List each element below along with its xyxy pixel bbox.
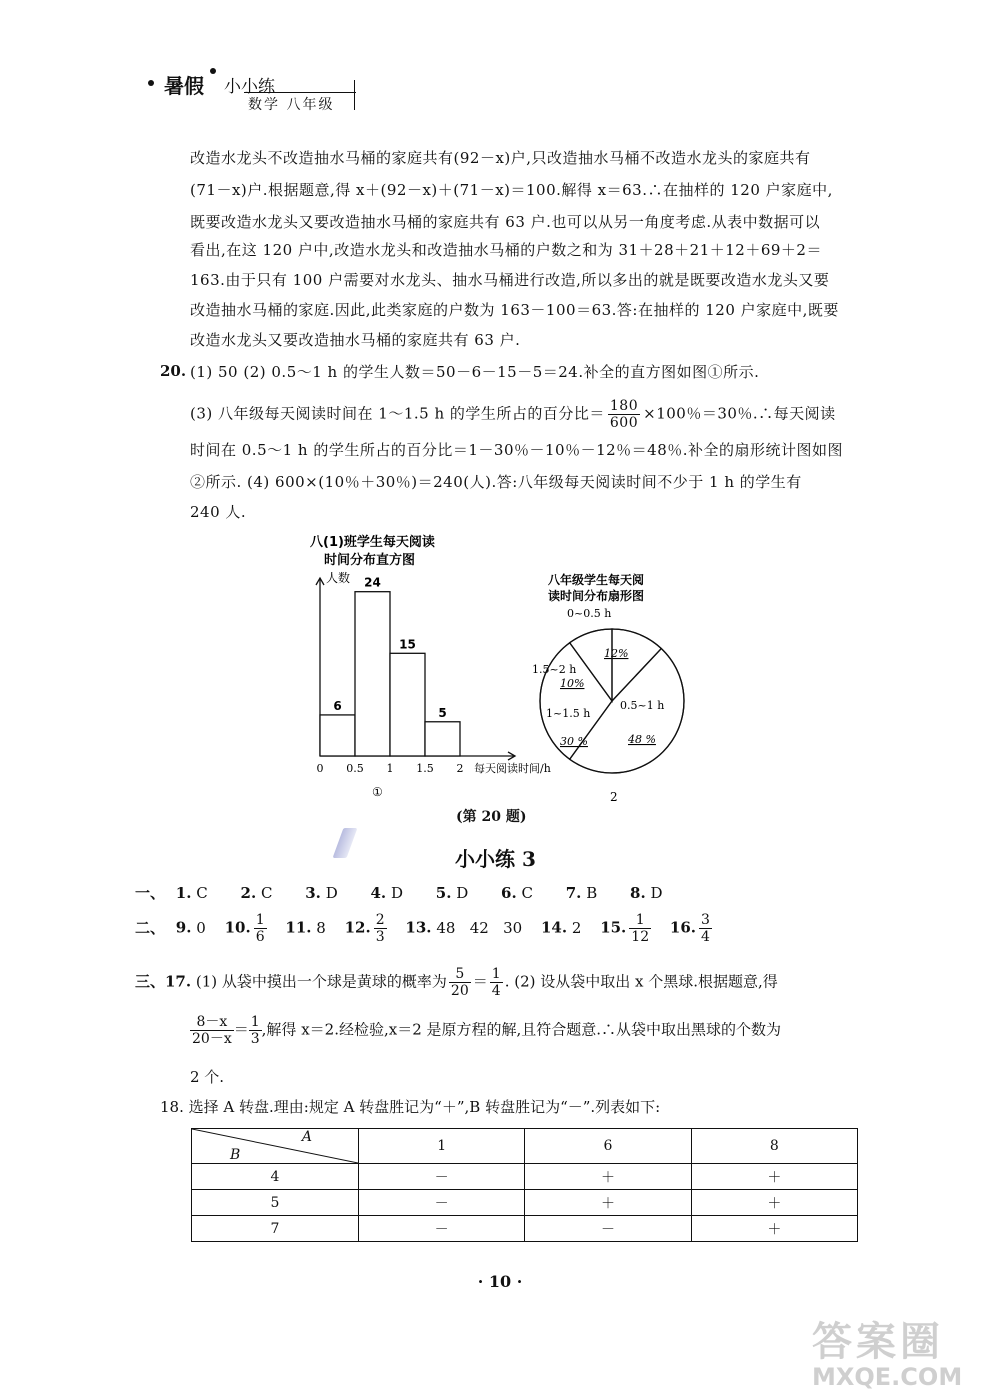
bar-value-label: 6 (333, 698, 342, 713)
fraction (254, 912, 267, 945)
table-header-row (192, 1129, 858, 1164)
q20-line: (1) 50 (2) 0.5～1 h 的学生人数＝50－6－15－5＝24.补全的直方图如图①所示. (190, 363, 760, 381)
table-row (192, 1216, 858, 1242)
histogram-bar (320, 715, 355, 756)
fraction-numerator: 5 (449, 966, 471, 983)
pie-slice-label: 1~1.5 h (546, 707, 591, 720)
bar-value-label: 24 (364, 575, 381, 590)
answer-item (630, 884, 676, 902)
corner-label-a: A (301, 1129, 312, 1145)
answer-value: D (650, 884, 663, 902)
answers-part2 (135, 912, 726, 945)
table-cell: ＋ (691, 1164, 857, 1190)
fraction-numerator: 1 (629, 912, 651, 929)
q20-line: 时间在 0.5～1 h 的学生所占的百分比＝1－30％－10％－12％＝48％.补全的扇形统计图如图 (190, 441, 844, 459)
fraction-denominator: 12 (631, 929, 650, 945)
answer-number: 12. (344, 918, 371, 937)
fraction-denominator: 600 (609, 415, 639, 431)
fraction (449, 966, 471, 999)
watermark (812, 1310, 962, 1391)
answer-number: 6. (501, 884, 517, 902)
watermark-url: MXQE.COM (812, 1363, 963, 1391)
q19-line: 改造水龙头又要改造抽水马桶的家庭共有 63 户. (190, 331, 521, 349)
x-tick-label: 2 (456, 762, 464, 775)
diagonal-line (192, 1129, 358, 1163)
histogram-title: 八(1)班学生每天阅读 (310, 535, 435, 550)
row-header: 4 (192, 1164, 359, 1190)
answer-item (241, 884, 287, 902)
fraction (608, 398, 640, 431)
table-cell: － (359, 1190, 525, 1216)
fraction-numerator: 1 (250, 1014, 260, 1030)
fraction (374, 912, 387, 945)
header-rule (244, 92, 356, 93)
q17-line2 (190, 1014, 781, 1047)
table-cell: ＋ (691, 1216, 857, 1242)
row-header: 5 (192, 1190, 359, 1216)
fraction-denominator: 6 (255, 929, 265, 945)
figure-caption: (第 20 题) (456, 809, 527, 825)
histogram (316, 570, 551, 799)
q17-line1 (135, 966, 778, 999)
pie-percent-label: 30 % (560, 735, 588, 748)
q20-text: (3) 八年级每天阅读时间在 1～1.5 h 的学生所占的百分比＝ (190, 404, 605, 423)
answer-number: 8. (630, 884, 646, 902)
answer-item (501, 884, 547, 902)
x-tick-label: 0.5 (346, 762, 364, 775)
answer-number: 14. (540, 918, 568, 937)
q20-line: ②所示. (4) 600×(10％＋30％)＝240(人).答:八年级每天阅读时间不少于 1 h 的学生有 (190, 473, 802, 491)
q19-line: 改造抽水马桶的家庭.因此,此类家庭的户数为 163－100＝63.答:在抽样的 120 户家庭中,既要 (190, 301, 839, 319)
answer-value: C (521, 884, 533, 902)
col-header: 1 (359, 1129, 525, 1164)
answer-item (436, 884, 482, 902)
bar-value-label: 5 (438, 705, 447, 720)
answer-value: D (390, 884, 403, 902)
table-cell: － (359, 1164, 525, 1190)
equals-sign: ＝ (233, 1020, 249, 1039)
x-axis-label: 每天阅读时间/h (474, 762, 551, 775)
fraction (490, 966, 503, 999)
x-tick-label: 1 (386, 762, 394, 775)
table-corner-cell (192, 1129, 359, 1164)
answer-item (176, 884, 222, 902)
answer-number: 1. (175, 884, 192, 902)
corner-label-b: B (230, 1147, 241, 1163)
answer-number: 11. (285, 918, 312, 937)
table-cell: － (359, 1216, 525, 1242)
q20-text: ×100％＝30％.∴每天阅读 (643, 404, 836, 423)
fraction-numerator: 2 (375, 912, 385, 928)
answer-value: D (456, 884, 469, 902)
table-cell: ＋ (691, 1190, 857, 1216)
pie-percent-label: 48 % (628, 733, 656, 746)
q20-figures (290, 530, 710, 820)
answer-value: C (196, 884, 208, 902)
fraction-denominator: 20－x (192, 1031, 232, 1047)
section-title: 小小练 3 (455, 847, 536, 871)
table-cell: ＋ (525, 1164, 691, 1190)
equals-sign: ＝ (472, 972, 488, 991)
figure-label: 2 (610, 790, 618, 804)
bar-value-label: 15 (399, 637, 416, 652)
histogram-title: 时间分布直方图 (324, 553, 416, 568)
fraction-numerator: 8－x (190, 1014, 234, 1031)
fraction-denominator: 20 (450, 983, 469, 999)
q19-line: 改造水龙头不改造抽水马桶的家庭共有(92－x)户,只改造抽水马桶不改造水龙头的家庭共有 (190, 149, 811, 167)
col-header: 6 (525, 1129, 691, 1164)
pie-slice-label: 0.5~1 h (620, 699, 665, 712)
question-number: 三、17. (135, 972, 192, 991)
fraction (190, 1014, 234, 1047)
q17-line3: 2 个. (190, 1068, 225, 1086)
fraction-numerator: 1 (255, 912, 265, 928)
answer-number: 4. (370, 884, 387, 902)
fraction-denominator: 3 (375, 929, 385, 945)
answers-part1 (135, 882, 691, 903)
fraction-denominator: 3 (250, 1031, 260, 1047)
histogram-bar (355, 592, 390, 756)
answer-item (305, 884, 351, 902)
pie-chart (532, 607, 684, 804)
fraction (699, 912, 712, 945)
question-number: 20. (160, 362, 187, 380)
x-tick-label: 0 (316, 762, 324, 775)
pie-title: 八年级学生每天阅 (548, 573, 645, 587)
pie-percent-label: 12% (604, 647, 629, 660)
pie-slice-label: 1.5~2 h (532, 663, 577, 676)
page-number: · 10 · (477, 1272, 523, 1291)
q17-text: (1) 从袋中摸出一个球是黄球的概率为 (195, 972, 447, 991)
q17-text: ,解得 x＝2.经检验,x＝2 是原方程的解,且符合题意.∴从袋中取出黑球的个数为 (261, 1020, 782, 1039)
table-row (192, 1190, 858, 1216)
answer-number: 15. (600, 918, 627, 937)
fraction-denominator: 4 (491, 983, 501, 999)
answer-item (566, 884, 611, 902)
answer-number: 9. (175, 918, 192, 937)
series-title: 暑假 (164, 74, 204, 98)
q19-line: 163.由于只有 100 户需要对水龙头、抽水马桶进行改造,所以多出的就是既要改造水龙头又要 (190, 271, 830, 289)
answer-number: 2. (240, 884, 257, 902)
answer-value: D (325, 884, 338, 902)
answer-value: 2 (571, 918, 582, 937)
fraction (629, 912, 651, 945)
header-dot-icon (210, 68, 216, 74)
answer-value: 0 (196, 918, 206, 937)
row-header: 7 (192, 1216, 359, 1242)
q18-text: 18. 选择 A 转盘.理由:规定 A 转盘胜记为“＋”,B 转盘胜记为“－”.列表如下: (160, 1098, 661, 1116)
pencil-mark (333, 828, 358, 858)
pie-slice-label: 0~0.5 h (567, 607, 612, 620)
q19-line: 看出,在这 120 户中,改造水龙头和改造抽水马桶的户数之和为 31＋28＋21＋12＋69＋2＝ (190, 241, 822, 259)
answer-number: 3. (305, 884, 321, 902)
q20-line: 240 人. (190, 503, 247, 521)
answer-value: C (260, 884, 273, 902)
fraction-numerator: 3 (701, 912, 710, 928)
q17-text: . (2) 设从袋中取出 x 个黑球.根据题意,得 (504, 972, 778, 991)
answer-number: 13. (405, 918, 432, 937)
fraction (249, 1014, 262, 1047)
part-label: 二、 (135, 918, 166, 937)
pie-title: 读时间分布扇形图 (548, 589, 645, 603)
part-label: 一、 (135, 884, 166, 902)
answer-value: 8 (316, 918, 326, 937)
header-bullet-icon (148, 80, 154, 86)
answer-number: 7. (565, 884, 582, 902)
fraction-numerator: 1 (491, 966, 501, 982)
table-cell: ＋ (525, 1190, 691, 1216)
answer-number: 10. (224, 918, 251, 937)
result-table (191, 1128, 858, 1242)
histogram-bar (425, 722, 460, 756)
subject-grade: 数学 八年级 (248, 97, 335, 113)
answer-value: B (586, 884, 598, 902)
answer-value: 48 42 30 (436, 918, 523, 937)
series-subtitle: 小小练 (224, 77, 275, 97)
q19-line: (71－x)户.根据题意,得 x＋(92－x)＋(71－x)＝100.解得 x＝63.∴在抽样的 120 户家庭中, (190, 181, 833, 199)
col-header: 8 (691, 1129, 857, 1164)
watermark-logo-text: 答案圈 (812, 1319, 944, 1365)
header-rule-end (354, 80, 355, 110)
q20-line (190, 398, 836, 431)
answer-number: 16. (669, 918, 697, 937)
pie-percent-label: 10% (560, 677, 585, 690)
q19-line: 既要改造水龙头又要改造抽水马桶的家庭共有 63 户.也可以从另一角度考虑.从表中数据可以 (190, 213, 821, 231)
answer-item (371, 884, 417, 902)
fraction-numerator: 180 (609, 398, 639, 414)
fraction-denominator: 4 (701, 929, 710, 945)
table-row (192, 1164, 858, 1190)
table-cell: － (525, 1216, 691, 1242)
histogram-bar (390, 653, 425, 756)
y-axis-label: 人数 (326, 571, 351, 585)
answer-number: 5. (435, 884, 452, 902)
x-tick-label: 1.5 (416, 762, 434, 775)
figure-label: ① (372, 785, 383, 799)
